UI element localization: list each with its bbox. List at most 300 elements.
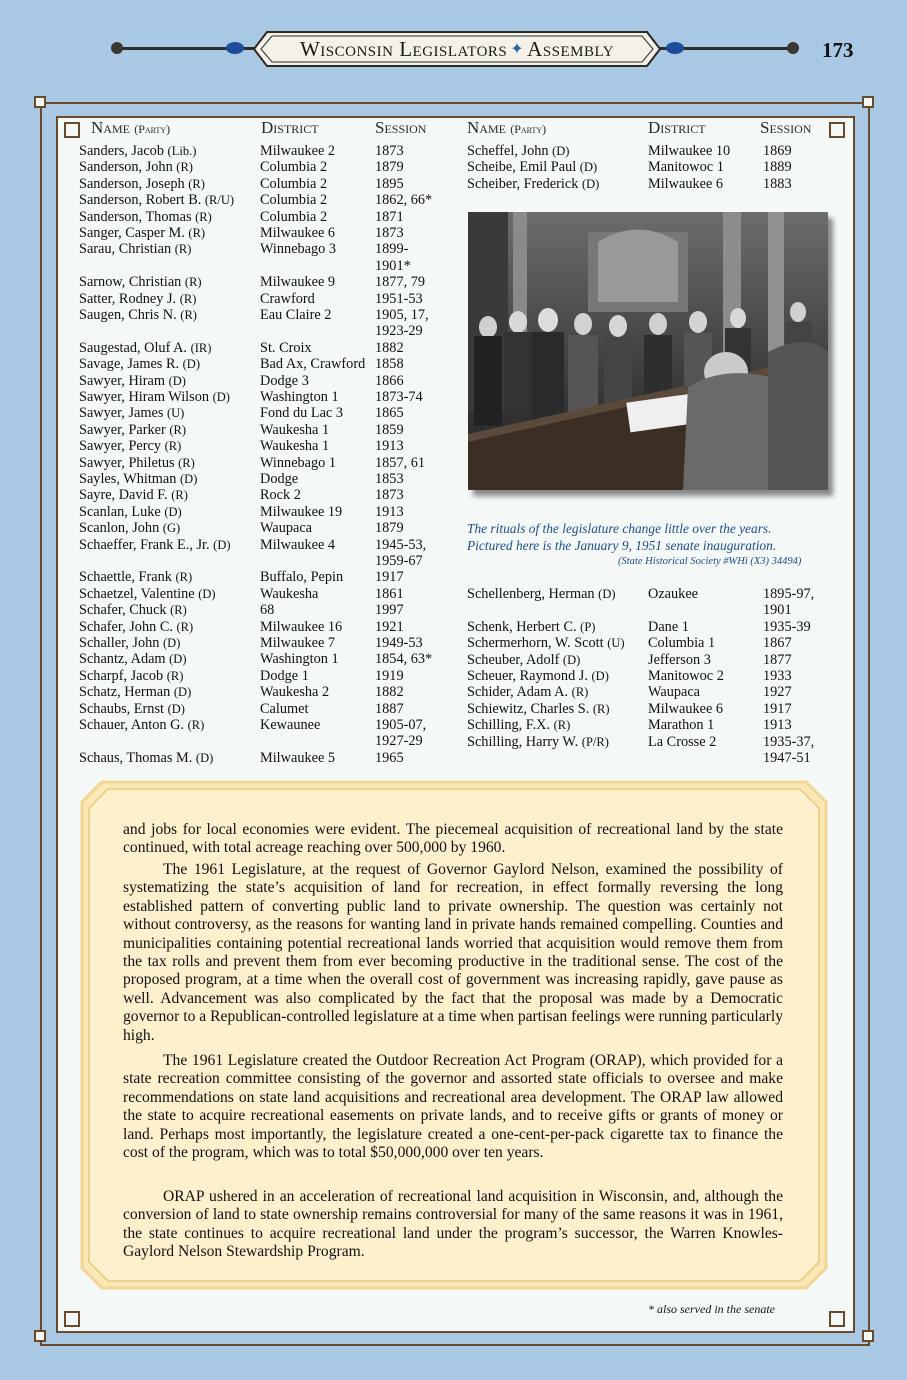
session-line: 1949-53 [375, 635, 423, 651]
name-text: Scheuber, Adolf [467, 651, 560, 668]
legislator-name [79, 750, 213, 766]
legislator-district: Columbia 2 [260, 192, 328, 209]
name-text: Scheuer, Raymond J. [467, 668, 588, 684]
legislator-session [375, 504, 404, 520]
session-line: 1859 [375, 421, 404, 438]
name-text: Satter, Rodney J. [79, 290, 177, 307]
party-text: (D) [173, 685, 192, 700]
name-text: Scheffel, John [467, 143, 549, 159]
name-text: Schaller, John [79, 635, 160, 651]
legislator-district: Milwaukee 4 [260, 536, 336, 553]
party-text: (R) [164, 439, 182, 454]
session-line: 1951-53 [375, 290, 423, 307]
legislator-session [763, 734, 814, 767]
session-line: 1862, 66* [375, 192, 433, 209]
name-text: Sarnow, Christian [79, 274, 182, 291]
legislator-session [375, 455, 425, 471]
legislator-name [467, 619, 595, 635]
party-text: (D) [180, 472, 198, 486]
session-line: 1873 [375, 143, 404, 159]
legislator-name [79, 619, 193, 635]
session-line: 1935-37, [763, 733, 815, 750]
legislator-district: Jefferson 3 [648, 651, 711, 668]
legislator-session [763, 684, 792, 700]
party-text: (D) [562, 652, 581, 667]
legislator-session [375, 471, 404, 487]
legislator-district: Buffalo, Pepin [260, 569, 344, 586]
legislator-district: Columbia 2 [260, 175, 328, 192]
legislator-district: Milwaukee 6 [260, 225, 336, 241]
legislator-session [375, 668, 404, 684]
corner-ornament [64, 1311, 80, 1327]
legislator-name [79, 274, 202, 290]
party-text: (D) [598, 587, 616, 601]
name-text: Schaubs, Ernst [79, 700, 164, 717]
session-line: 1917 [375, 569, 404, 586]
session-line: 1965 [375, 749, 404, 766]
legislator-district: Waukesha 1 [260, 421, 330, 438]
legislator-district: Dodge 1 [260, 667, 309, 684]
legislator-session [375, 487, 404, 503]
session-line: 1933 [763, 668, 792, 684]
legislator-name [79, 176, 205, 192]
party-text: (U) [166, 406, 185, 421]
legislator-name [79, 668, 183, 684]
legislator-name [79, 340, 211, 356]
corner-ornament [862, 1330, 874, 1342]
legislator-district: Waupaca [260, 520, 313, 537]
legislator-session [763, 619, 811, 635]
name-text: Sanderson, Robert B. [79, 192, 202, 209]
session-line: 1866 [375, 372, 404, 389]
session-line: 1913 [375, 503, 404, 520]
name-text: Sanderson, Thomas [79, 208, 192, 225]
legislator-session [375, 291, 423, 307]
name-text: Sayles, Whitman [79, 471, 177, 487]
legislator-district: Milwaukee 19 [260, 503, 343, 520]
party-text: (D) [581, 176, 600, 191]
legislator-district: Columbia 1 [648, 635, 716, 652]
name-text: Sanderson, John [79, 159, 173, 176]
legislator-session [375, 635, 423, 651]
party-text: (R) [195, 209, 212, 224]
legislator-name [79, 471, 197, 487]
header-oval-left [226, 42, 244, 54]
session-line: 1919 [375, 667, 404, 684]
legislator-session [763, 652, 792, 668]
legislator-name [79, 192, 234, 208]
name-text: Schermerhorn, W. Scott [467, 635, 604, 652]
legislator-session [375, 438, 404, 454]
party-text: (D) [167, 701, 185, 716]
legislator-name [79, 520, 180, 536]
name-text: Schatz, Herman [79, 684, 171, 701]
legislator-session [375, 422, 404, 438]
party-text: (D) [168, 373, 186, 388]
legislator-name [467, 143, 569, 159]
legislator-district: Waupaca [648, 684, 701, 701]
legislator-district: Winnebago 1 [260, 454, 337, 471]
name-text: Schiewitz, Charles S. [467, 700, 590, 717]
legislator-name [79, 537, 231, 553]
name-text: Sanders, Jacob [79, 143, 164, 159]
party-text: (Lib.) [167, 144, 197, 158]
session-line: 1877, 79 [375, 274, 426, 291]
corner-ornament [34, 96, 46, 108]
legislator-district: Columbia 2 [260, 159, 328, 176]
session-line: 1853 [375, 471, 404, 487]
party-text: (R) [571, 685, 589, 700]
name-text: Schilling, F.X. [467, 717, 551, 734]
senate-inauguration-photo [468, 212, 828, 490]
page-number: 173 [822, 38, 854, 62]
party-text: (D) [195, 750, 214, 765]
session-line: 1877 [763, 651, 792, 668]
party-text: (R) [184, 275, 202, 290]
legislator-session [375, 340, 404, 356]
session-line: 1927-29 [375, 733, 423, 750]
header-session-right: Session [760, 118, 812, 137]
name-text: Schaus, Thomas M. [79, 749, 193, 766]
essay-paragraph-2: The 1961 Legislature, at the request of Governor Gaylord Nelson, examined the possibility of systematizing the state’s acquisition of land for recreation, in effect formally reversing the long established pattern of converting public land to private ownership. The question was certainly not without controversy, as the reasons for wanting land in private hands remained compelling. Counties and municipalities containing potential recreational lands worried that acquisition would remove them from the tax rolls and prevent them from ever becoming productive in the traditional sense. The cost of the proposed program, at a time when the overall cost of government was increasing rapidly, gave pause as well. Advancement was also complicated by the fact that the proposal was made by a Democratic governor to a Republican-controlled legislature at a time when partisan feelings were running particularly high. [123, 861, 783, 1044]
legislator-session [375, 225, 404, 241]
legislator-name [79, 487, 188, 503]
legislator-district: La Crosse 2 [648, 733, 717, 750]
party-text: (R) [169, 422, 187, 437]
session-line: 1905-07, [375, 717, 427, 733]
party-text: (G) [162, 521, 181, 536]
session-line: 1867 [763, 635, 792, 652]
legislator-name [79, 586, 216, 602]
legislator-name [79, 455, 195, 471]
party-text: (R) [178, 455, 195, 470]
legislator-district: Milwaukee 6 [648, 175, 724, 192]
legislator-session [375, 209, 404, 225]
legislator-session [375, 405, 404, 421]
session-line: 1899- [375, 241, 409, 258]
photo-credit: (State Historical Society #WHi (X3) 34494) [618, 556, 802, 567]
legislator-district: Dodge [260, 471, 299, 487]
party-text: (R) [188, 226, 206, 240]
legislator-name [467, 159, 597, 175]
legislator-session [763, 176, 792, 192]
legislator-name [79, 209, 212, 225]
legislator-name [79, 241, 191, 257]
party-text: (D) [552, 144, 570, 158]
legislator-session [375, 274, 425, 290]
session-line: 1927 [763, 684, 792, 701]
header-name-right: Name (Party) [467, 118, 547, 137]
session-line: 1901* [375, 257, 411, 274]
name-text: Sawyer, Parker [79, 421, 166, 438]
corner-ornament [862, 96, 874, 108]
party-text: (R) [179, 291, 197, 306]
legislator-name [467, 586, 616, 602]
name-text: Sanger, Casper M. [79, 225, 185, 241]
legislator-session [375, 176, 404, 192]
header-name-left: Name (Party) [91, 118, 171, 137]
name-text: Scanlan, Luke [79, 503, 161, 520]
legislator-session [375, 356, 404, 372]
party-text: (U) [607, 636, 625, 651]
legislator-name [79, 717, 204, 733]
legislator-district: Milwaukee 9 [260, 274, 336, 291]
legislator-district: Kewaunee [260, 717, 321, 733]
session-line: 1861 [375, 585, 404, 602]
session-line: 1873 [375, 225, 404, 241]
party-text: (R) [166, 668, 184, 683]
legislator-session [375, 569, 404, 585]
name-text: Scheibe, Emil Paul [467, 159, 577, 176]
legislator-district: Columbia 2 [260, 208, 328, 225]
session-line: 1913 [375, 438, 404, 455]
legislator-name [79, 225, 205, 241]
legislator-name [79, 635, 180, 651]
party-text: (D) [164, 504, 182, 519]
legislator-district: Fond du Lac 3 [260, 405, 343, 422]
legislator-district: Waukesha 2 [260, 684, 330, 701]
title-part-2: Assembly [527, 36, 615, 61]
party-text: (D) [169, 652, 187, 667]
name-text: Scheiber, Frederick [467, 175, 579, 192]
legislator-district: Milwaukee 2 [260, 143, 336, 159]
legislator-district: Crawford [260, 290, 315, 307]
header-session-left: Session [375, 118, 427, 137]
header-dot-right [787, 42, 799, 54]
session-line: 1883 [763, 175, 792, 192]
party-text: (P/R) [581, 734, 609, 749]
legislator-name [467, 668, 609, 684]
name-text: Sawyer, Hiram Wilson [79, 389, 210, 405]
legislator-district: Waukesha 1 [260, 438, 330, 455]
legislator-name [79, 291, 196, 307]
name-text: Savage, James R. [79, 356, 180, 373]
party-text: (R) [188, 176, 205, 191]
session-line: 1887 [375, 700, 404, 717]
session-line: 1882 [375, 339, 404, 356]
party-text: (R) [175, 570, 193, 585]
photo-caption-line-1: The rituals of the legislature change little over the years. [467, 521, 772, 536]
party-text: (R) [176, 160, 193, 175]
header-district-right: District [648, 118, 706, 137]
session-line: 1873 [375, 487, 404, 504]
essay-paragraph-4: ORAP ushered in an acceleration of recreational land acquisition in Wisconsin, and, although the conversion of land to state ownership remains controversial for many of the same reasons it was in 1961, the state continues to acquire recreational land under the program’s successor, the Warren Knowles-Gaylord Nelson Stewardship Program. [123, 1188, 783, 1261]
legislator-district: Milwaukee 10 [648, 143, 731, 159]
legislator-name [79, 356, 200, 372]
page-title [253, 31, 661, 67]
legislator-session [375, 537, 426, 570]
party-text: (R) [592, 701, 610, 716]
session-line: 1959-67 [375, 553, 423, 569]
party-text: (R) [553, 718, 571, 733]
legislator-name [467, 734, 609, 750]
corner-ornament [829, 1311, 845, 1327]
party-text: (R) [187, 718, 205, 732]
session-line: 1947-51 [763, 750, 811, 766]
legislator-name [79, 143, 196, 159]
header-oval-right [666, 42, 684, 54]
legislator-name [467, 717, 570, 733]
session-line: 1895-97, [763, 586, 815, 602]
legislator-district: Waukesha [260, 585, 319, 602]
header-district-left: District [261, 118, 319, 137]
name-text: Sawyer, James [79, 405, 164, 422]
name-text: Sayre, David F. [79, 487, 168, 504]
legislator-name [79, 651, 187, 667]
session-line: 1921 [375, 618, 404, 635]
name-text: Schauer, Anton G. [79, 717, 185, 733]
legislator-name [79, 701, 185, 717]
session-line: 1865 [375, 405, 404, 422]
legislator-district: Marathon 1 [648, 717, 715, 734]
legislator-district: Winnebago 3 [260, 241, 337, 258]
party-text: (D) [212, 390, 230, 404]
session-line: 1871 [375, 208, 404, 225]
name-text: Sawyer, Philetus [79, 454, 175, 471]
legislator-name [467, 176, 599, 192]
name-text: Scharpf, Jacob [79, 667, 164, 684]
legislator-district: Milwaukee 5 [260, 749, 336, 766]
legislator-session [375, 389, 423, 405]
legislator-district: St. Croix [260, 339, 312, 356]
name-text: Schaetzel, Valentine [79, 585, 195, 602]
legislator-session [375, 192, 432, 208]
session-line: 1997 [375, 602, 404, 619]
party-text: (P) [580, 619, 596, 634]
session-line: 1917 [763, 700, 792, 717]
party-text: (R) [174, 242, 192, 257]
session-line: 1895 [375, 175, 404, 192]
party-text: (D) [198, 586, 216, 601]
name-text: Scanlon, John [79, 520, 160, 537]
legislator-district: Manitowoc 2 [648, 668, 724, 684]
legislator-district: Milwaukee 7 [260, 635, 336, 651]
legislator-district: Milwaukee 16 [260, 618, 343, 635]
name-text: Sanderson, Joseph [79, 175, 185, 192]
legislator-district: Ozaukee [648, 586, 699, 602]
session-line: 1879 [375, 520, 404, 537]
session-line: 1857, 61 [375, 454, 426, 471]
legislator-district: Dane 1 [648, 618, 689, 635]
legislator-district: Washington 1 [260, 651, 339, 668]
corner-ornament [829, 122, 845, 138]
legislator-name [79, 389, 230, 405]
legislator-session [375, 619, 404, 635]
legislator-session [763, 635, 792, 651]
name-text: Schafer, Chuck [79, 602, 167, 619]
session-line: 1935-39 [763, 618, 811, 635]
legislator-name [79, 602, 187, 618]
legislator-session [763, 143, 792, 159]
session-line: 1901 [763, 602, 792, 619]
party-text: (D) [213, 537, 231, 552]
session-line: 1873-74 [375, 389, 423, 405]
legislator-session [375, 586, 404, 602]
party-text: (D) [579, 160, 598, 175]
legislator-district: Calumet [260, 700, 309, 717]
legislator-district: Dodge 3 [260, 372, 309, 389]
footnote: * also served in the senate [648, 1302, 775, 1316]
essay-paragraph-1: and jobs for local economies were evident. The piecemeal acquisition of recreational land by the state continued, with total acreage reaching over 500,000 by 1960. [123, 821, 783, 857]
legislator-district: Milwaukee 6 [648, 700, 724, 717]
party-text: (D) [182, 357, 200, 372]
corner-ornament [64, 122, 80, 138]
session-line: 1889 [763, 159, 792, 176]
legislator-session [375, 143, 404, 159]
legislator-session [375, 684, 404, 700]
legislator-session [763, 586, 814, 619]
legislator-name [467, 652, 580, 668]
party-text: (R) [171, 488, 188, 503]
legislator-session [763, 701, 792, 717]
legislator-name [79, 684, 191, 700]
name-text: Schilling, Harry W. [467, 733, 579, 750]
name-text: Saugen, Chris N. [79, 307, 177, 323]
essay-paragraph-3: The 1961 Legislature created the Outdoor Recreation Act Program (ORAP), which provided for a state recreation committee consisting of the governor and assorted state officials to oversee and make recommendations on state land acquisitions and recreational area development. The ORAP law allowed the state to acquire recreational easements on private lands, and to receive gifts or grants of money or land. Perhaps most importantly, the legislature created a one-cent-per-pack cigarette tax to finance the cost of the program, which was to total $50,000,000 over ten years. [123, 1052, 783, 1162]
session-line: 1913 [763, 717, 792, 734]
name-text: Schaettle, Frank [79, 569, 172, 586]
name-text: Saugestad, Oluf A. [79, 339, 188, 356]
legislator-session [763, 159, 792, 175]
corner-ornament [34, 1330, 46, 1342]
legislator-session [375, 159, 404, 175]
legislator-district: 68 [260, 602, 275, 619]
session-line: 1882 [375, 684, 404, 701]
legislator-name [467, 684, 588, 700]
session-line: 1945-53, [375, 536, 427, 553]
legislator-district: Manitowoc 1 [648, 159, 724, 176]
party-text: (R/U) [204, 193, 235, 208]
session-line: 1854, 63* [375, 651, 433, 668]
legislator-session [375, 651, 432, 667]
legislator-session [763, 717, 792, 733]
name-text: Schenk, Herbert C. [467, 618, 577, 635]
session-line: 1923-29 [375, 323, 423, 340]
legislator-name [79, 159, 193, 175]
name-text: Schaeffer, Frank E., Jr. [79, 536, 210, 553]
legislator-session [375, 750, 404, 766]
name-text: Schider, Adam A. [467, 684, 569, 701]
header-dot-left [111, 42, 123, 54]
session-line: 1858 [375, 356, 404, 373]
legislator-name [79, 373, 186, 389]
legislator-district: Bad Ax, Crawford [260, 356, 366, 373]
legislator-name [467, 701, 610, 717]
star-separator-icon: ✦ [510, 41, 525, 58]
name-text: Sarau, Christian [79, 241, 172, 258]
party-text: (D) [163, 636, 181, 650]
session-line: 1879 [375, 159, 404, 176]
legislator-district: Rock 2 [260, 487, 301, 504]
legislator-session [375, 701, 404, 717]
legislator-district: Washington 1 [260, 389, 339, 405]
party-text: (R) [170, 603, 187, 618]
legislator-session [375, 520, 404, 536]
legislator-session [375, 717, 426, 750]
name-text: Schantz, Adam [79, 651, 166, 668]
name-text: Schafer, John C. [79, 618, 173, 635]
name-text: Sawyer, Hiram [79, 372, 165, 389]
legislator-name [79, 438, 181, 454]
name-text: Schellenberg, Herman [467, 586, 595, 602]
title-part-1: Wisconsin Legislators [299, 36, 508, 61]
party-text: (R) [176, 619, 194, 634]
legislator-session [375, 602, 404, 618]
legislator-name [79, 307, 197, 323]
session-line: 1905, 17, [375, 307, 429, 323]
legislator-name [467, 635, 625, 651]
name-text: Sawyer, Percy [79, 438, 162, 455]
